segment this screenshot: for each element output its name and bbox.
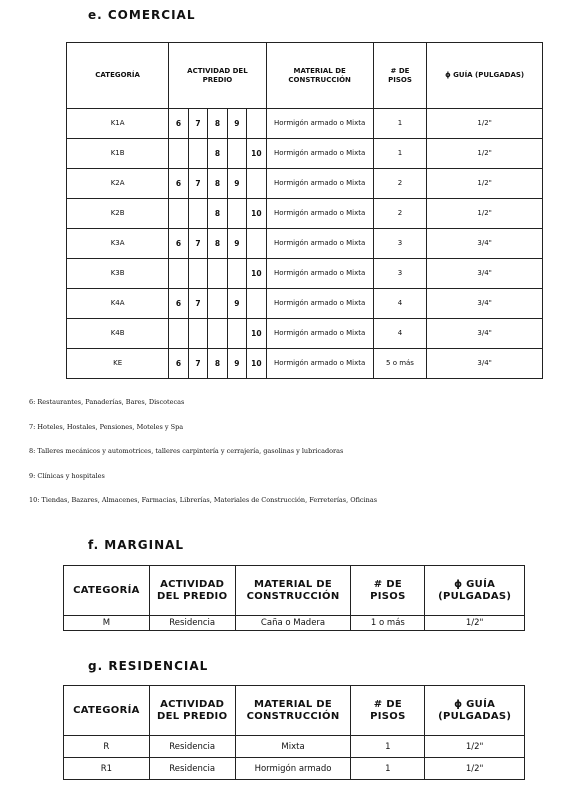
cell-actividad-8: [208, 319, 227, 349]
cell-pisos: 1: [351, 758, 425, 780]
cell-actividad-6: [169, 199, 188, 229]
header-categoria: CATEGORÍA: [67, 43, 169, 109]
cell-actividad-7: [188, 199, 207, 229]
cell-categoria: K2A: [67, 169, 169, 199]
cell-actividad: Residencia: [149, 736, 235, 758]
cell-material: Hormigón armado o Mixta: [266, 289, 373, 319]
cell-pisos: 3: [373, 229, 427, 259]
marginal-table: [63, 565, 525, 631]
note-item: 8: Talleres mecánicos y automotrices, talleres carpintería y cerrajería, gasolinas y lubricadoras: [29, 447, 344, 455]
table-row: [67, 349, 543, 379]
cell-actividad-9: [227, 199, 246, 229]
cell-pisos: 1 o más: [351, 616, 425, 631]
activity-notes: [29, 398, 377, 521]
cell-actividad-9: 9: [227, 229, 246, 259]
table-row: [67, 229, 543, 259]
cell-material: Hormigón armado o Mixta: [266, 259, 373, 289]
cell-pisos: 4: [373, 289, 427, 319]
table-row: [64, 736, 525, 758]
cell-categoria: K4A: [67, 289, 169, 319]
cell-categoria: KE: [67, 349, 169, 379]
header-pisos: # DE PISOS: [351, 686, 425, 736]
cell-guia: 3/4": [427, 259, 543, 289]
cell-guia: 1/2": [427, 199, 543, 229]
cell-actividad-7: [188, 259, 207, 289]
header-material: MATERIAL DE CONSTRUCCIÓN: [235, 686, 351, 736]
cell-actividad-9: [227, 259, 246, 289]
table-row: [67, 169, 543, 199]
cell-guia: 1/2": [427, 109, 543, 139]
cell-material: Caña o Madera: [235, 616, 351, 631]
cell-actividad-6: 6: [169, 109, 188, 139]
header-material: MATERIAL DE CONSTRUCCIÓN: [235, 566, 351, 616]
cell-actividad-6: 6: [169, 169, 188, 199]
cell-actividad-9: [227, 139, 246, 169]
cell-actividad-10: 10: [247, 139, 266, 169]
table-header-row: [64, 566, 525, 616]
table-row: [67, 109, 543, 139]
cell-material: Hormigón armado: [235, 758, 351, 780]
cell-categoria: M: [64, 616, 150, 631]
cell-pisos: 2: [373, 169, 427, 199]
section-title-comercial: e. COMERCIAL: [88, 8, 196, 22]
cell-actividad-9: 9: [227, 289, 246, 319]
table-row: [67, 259, 543, 289]
cell-material: Hormigón armado o Mixta: [266, 109, 373, 139]
cell-actividad-7: 7: [188, 169, 207, 199]
cell-material: Hormigón armado o Mixta: [266, 139, 373, 169]
note-item: 6: Restaurantes, Panaderías, Bares, Discotecas: [29, 398, 185, 406]
section-title-residencial: g. RESIDENCIAL: [88, 659, 209, 673]
cell-guia: 3/4": [427, 289, 543, 319]
residencial-table: [63, 685, 525, 780]
cell-actividad-8: 8: [208, 109, 227, 139]
cell-actividad-7: 7: [188, 349, 207, 379]
cell-pisos: 5 o más: [373, 349, 427, 379]
header-actividad: ACTIVIDAD DEL PREDIO: [149, 686, 235, 736]
header-material: MATERIAL DE CONSTRUCCIÓN: [266, 43, 373, 109]
cell-actividad-6: 6: [169, 349, 188, 379]
cell-categoria: K3B: [67, 259, 169, 289]
cell-categoria: R: [64, 736, 150, 758]
section-title-marginal: f. MARGINAL: [88, 538, 185, 552]
cell-actividad-7: [188, 139, 207, 169]
table-row: [67, 199, 543, 229]
cell-guia: 1/2": [425, 736, 525, 758]
cell-material: Hormigón armado o Mixta: [266, 199, 373, 229]
cell-guia: 3/4": [427, 349, 543, 379]
cell-actividad: Residencia: [149, 616, 235, 631]
cell-actividad-10: 10: [247, 199, 266, 229]
comercial-table: [66, 42, 543, 379]
cell-actividad-10: [247, 289, 266, 319]
cell-actividad-10: 10: [247, 349, 266, 379]
cell-guia: 3/4": [427, 319, 543, 349]
cell-guia: 1/2": [425, 758, 525, 780]
header-categoria: CATEGORÍA: [64, 566, 150, 616]
cell-actividad: Residencia: [149, 758, 235, 780]
header-guia: ɸ GUÍA (PULGADAS): [427, 43, 543, 109]
cell-actividad-6: 6: [169, 289, 188, 319]
cell-guia: 1/2": [427, 139, 543, 169]
cell-actividad-7: 7: [188, 289, 207, 319]
cell-material: Hormigón armado o Mixta: [266, 349, 373, 379]
header-actividad: ACTIVIDAD DEL PREDIO: [169, 43, 266, 109]
cell-guia: 3/4": [427, 229, 543, 259]
cell-pisos: 3: [373, 259, 427, 289]
cell-pisos: 4: [373, 319, 427, 349]
table-row: [67, 139, 543, 169]
cell-actividad-8: 8: [208, 349, 227, 379]
cell-actividad-9: [227, 319, 246, 349]
table-row: [67, 289, 543, 319]
cell-material: Hormigón armado o Mixta: [266, 229, 373, 259]
cell-actividad-10: [247, 169, 266, 199]
cell-actividad-8: [208, 289, 227, 319]
cell-pisos: 1: [373, 109, 427, 139]
cell-material: Hormigón armado o Mixta: [266, 319, 373, 349]
cell-actividad-8: 8: [208, 229, 227, 259]
cell-guia: 1/2": [427, 169, 543, 199]
cell-actividad-10: [247, 109, 266, 139]
cell-actividad-10: 10: [247, 259, 266, 289]
cell-actividad-6: 6: [169, 229, 188, 259]
cell-material: Mixta: [235, 736, 351, 758]
note-item: 9: Clínicas y hospitales: [29, 471, 105, 480]
cell-actividad-8: 8: [208, 169, 227, 199]
table-row: [64, 616, 525, 631]
cell-actividad-7: 7: [188, 109, 207, 139]
cell-material: Hormigón armado o Mixta: [266, 169, 373, 199]
cell-categoria: K4B: [67, 319, 169, 349]
header-pisos: # DE PISOS: [373, 43, 427, 109]
cell-actividad-8: 8: [208, 199, 227, 229]
cell-actividad-9: 9: [227, 109, 246, 139]
table-row: [64, 758, 525, 780]
cell-categoria: K1A: [67, 109, 169, 139]
cell-actividad-10: 10: [247, 319, 266, 349]
cell-pisos: 1: [373, 139, 427, 169]
cell-categoria: K3A: [67, 229, 169, 259]
cell-actividad-7: [188, 319, 207, 349]
table-header-row: [64, 686, 525, 736]
cell-actividad-9: 9: [227, 169, 246, 199]
cell-actividad-6: [169, 139, 188, 169]
cell-categoria: R1: [64, 758, 150, 780]
cell-actividad-6: [169, 259, 188, 289]
cell-pisos: 1: [351, 736, 425, 758]
cell-categoria: K1B: [67, 139, 169, 169]
cell-actividad-7: 7: [188, 229, 207, 259]
header-guia: ɸ GUÍA (PULGADAS): [425, 686, 525, 736]
header-actividad: ACTIVIDAD DEL PREDIO: [149, 566, 235, 616]
cell-actividad-10: [247, 229, 266, 259]
note-item: 7: Hoteles, Hostales, Pensiones, Moteles y Spa: [29, 422, 184, 431]
cell-categoria: K2B: [67, 199, 169, 229]
cell-actividad-9: 9: [227, 349, 246, 379]
cell-pisos: 2: [373, 199, 427, 229]
header-pisos: # DE PISOS: [351, 566, 425, 616]
cell-actividad-8: 8: [208, 139, 227, 169]
cell-guia: 1/2": [425, 616, 525, 631]
table-row: [67, 319, 543, 349]
cell-actividad-8: [208, 259, 227, 289]
cell-actividad-6: [169, 319, 188, 349]
note-item: 10: Tiendas, Bazares, Almacenes, Farmacias, Librerías, Materiales de Construcción, Ferreterías, Oficinas: [29, 496, 378, 504]
header-categoria: CATEGORÍA: [64, 686, 150, 736]
table-header-row: [67, 43, 543, 109]
header-guia: ɸ GUÍA (PULGADAS): [425, 566, 525, 616]
